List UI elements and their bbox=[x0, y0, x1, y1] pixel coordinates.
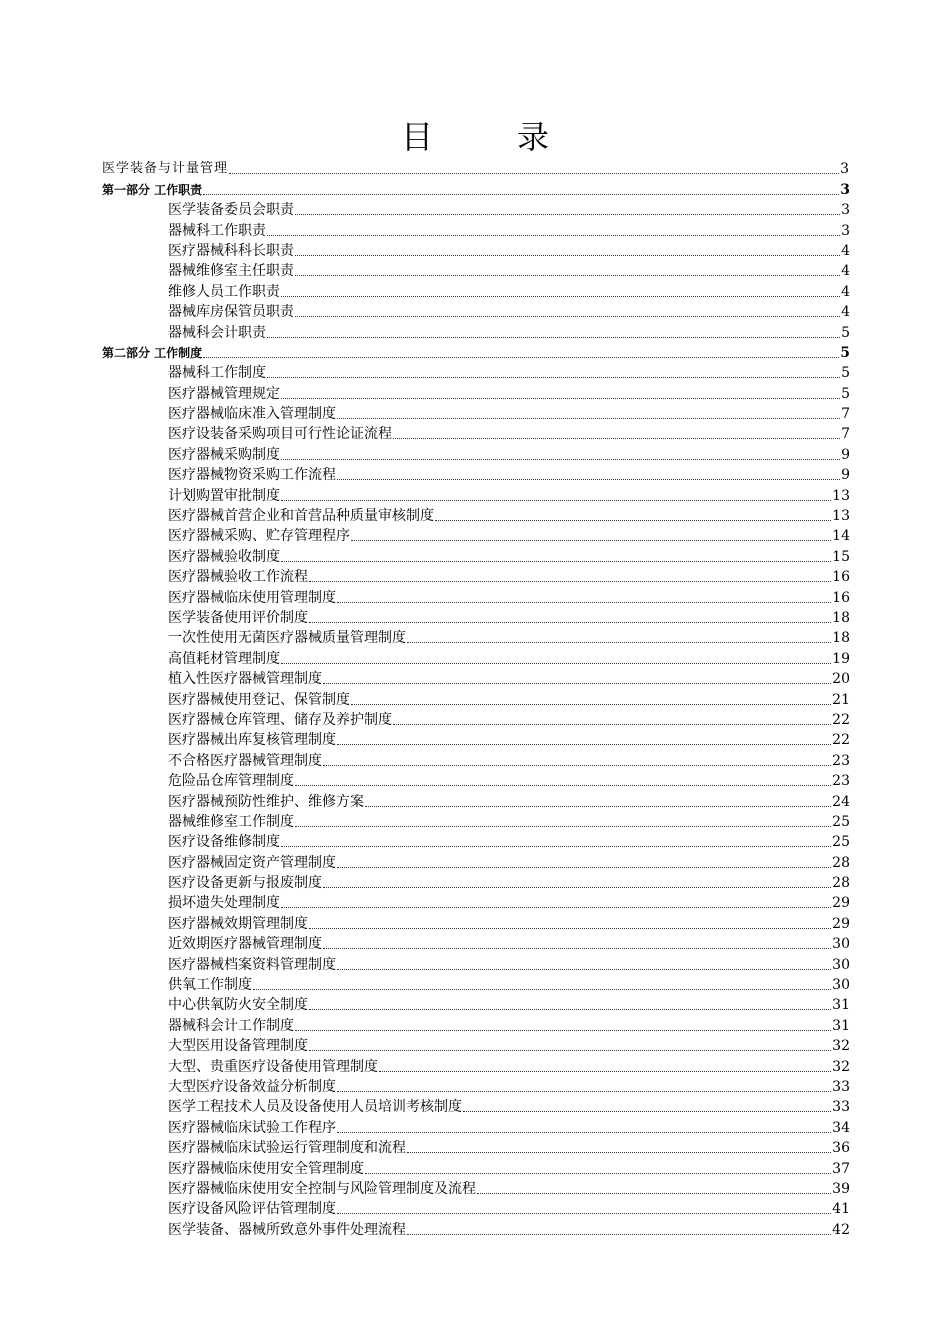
toc-entry-label: 医疗器械临床试验工作程序 bbox=[168, 1119, 336, 1136]
toc-entry[interactable] bbox=[102, 505, 850, 525]
toc-dot-leader bbox=[393, 437, 840, 439]
toc-entry-page-number: 4 bbox=[841, 242, 850, 259]
toc-dot-leader bbox=[203, 356, 839, 358]
toc-entry-label: 医疗器械采购、贮存管理程序 bbox=[168, 528, 350, 545]
toc-entry-label: 器械维修室工作制度 bbox=[168, 813, 294, 830]
toc-entry-page-number: 33 bbox=[832, 1078, 850, 1095]
toc-dot-leader bbox=[281, 845, 831, 847]
toc-entry-page-number: 14 bbox=[832, 528, 850, 545]
toc-entry[interactable] bbox=[102, 1198, 850, 1218]
toc-dot-leader bbox=[323, 764, 831, 766]
toc-entry[interactable] bbox=[102, 403, 850, 423]
toc-entry-label: 医学装备与计量管理 bbox=[102, 161, 229, 177]
toc-entry-label: 医疗器械临床使用管理制度 bbox=[168, 589, 336, 606]
toc-entry[interactable] bbox=[102, 586, 850, 606]
toc-entry-label: 大型、贵重医疗设备使用管理制度 bbox=[168, 1058, 378, 1075]
toc-entry-page-number: 28 bbox=[832, 875, 850, 892]
toc-dot-leader bbox=[267, 376, 840, 378]
toc-entry-page-number: 4 bbox=[841, 283, 850, 300]
toc-dot-leader bbox=[203, 193, 839, 195]
toc-entry-page-number: 30 bbox=[832, 977, 850, 994]
toc-dot-leader bbox=[463, 1110, 831, 1112]
toc-entry-label: 器械维修室主任职责 bbox=[168, 263, 294, 280]
toc-dot-leader bbox=[253, 988, 831, 990]
toc-dot-leader bbox=[337, 866, 831, 868]
toc-entry-page-number: 9 bbox=[841, 446, 850, 463]
toc-entry[interactable] bbox=[102, 811, 850, 831]
toc-entry[interactable] bbox=[102, 464, 850, 484]
toc-title-char-2: 录 bbox=[517, 118, 550, 156]
toc-entry[interactable] bbox=[102, 851, 850, 871]
toc-entry[interactable] bbox=[102, 627, 850, 647]
toc-entry-label: 一次性使用无菌医疗器械质量管理制度 bbox=[168, 630, 406, 647]
toc-entry-label: 医疗器械采购制度 bbox=[168, 446, 280, 463]
toc-entry-page-number: 5 bbox=[841, 385, 850, 402]
toc-entry-label: 计划购置审批制度 bbox=[168, 487, 280, 504]
toc-dot-leader bbox=[337, 1212, 831, 1214]
toc-entry-page-number: 3 bbox=[841, 222, 850, 239]
toc-dot-leader bbox=[337, 1131, 831, 1133]
toc-entry-label: 医疗器械临床试验运行管理制度和流程 bbox=[168, 1140, 406, 1157]
toc-entry-label: 医疗器械验收制度 bbox=[168, 548, 280, 565]
toc-entry-label: 器械科会计职责 bbox=[168, 324, 266, 341]
toc-entry-page-number: 22 bbox=[832, 711, 850, 728]
toc-entry-label: 医疗器械效期管理制度 bbox=[168, 915, 308, 932]
toc-dot-leader bbox=[281, 560, 831, 562]
toc-dot-leader bbox=[295, 213, 840, 215]
toc-entry-page-number: 20 bbox=[832, 671, 850, 688]
toc-entry[interactable] bbox=[102, 974, 850, 994]
toc-entry-label: 医疗器械预防性维护、维修方案 bbox=[168, 793, 364, 810]
toc-dot-leader bbox=[281, 662, 831, 664]
toc-entry-label: 第一部分 工作职责 bbox=[102, 182, 203, 197]
toc-entry-label: 医疗器械临床使用安全控制与风险管理制度及流程 bbox=[168, 1180, 476, 1197]
toc-entry-label: 危险品仓库管理制度 bbox=[168, 773, 294, 790]
toc-entry-label: 医疗器械固定资产管理制度 bbox=[168, 854, 336, 871]
toc-entry[interactable] bbox=[102, 484, 850, 504]
toc-dot-leader bbox=[295, 784, 831, 786]
toc-entry[interactable] bbox=[102, 647, 850, 667]
toc-dot-leader bbox=[267, 336, 840, 338]
toc-entry[interactable] bbox=[102, 219, 850, 239]
toc-entry-label: 医学装备使用评价制度 bbox=[168, 609, 308, 626]
toc-entry-label: 医疗器械管理规定 bbox=[168, 385, 280, 402]
toc-entry-page-number: 30 bbox=[832, 936, 850, 953]
toc-entry[interactable] bbox=[102, 668, 850, 688]
toc-title bbox=[0, 112, 950, 162]
toc-entry[interactable] bbox=[102, 607, 850, 627]
toc-entry-page-number: 3 bbox=[841, 202, 850, 219]
toc-entry-label: 医疗器械临床准入管理制度 bbox=[168, 406, 336, 423]
toc-entry-label: 近效期医疗器械管理制度 bbox=[168, 936, 322, 953]
toc-dot-leader bbox=[407, 1151, 831, 1153]
toc-entry[interactable] bbox=[102, 831, 850, 851]
toc-dot-leader bbox=[267, 234, 840, 236]
toc-entry[interactable] bbox=[102, 1178, 850, 1198]
toc-entry[interactable] bbox=[102, 1014, 850, 1034]
toc-dot-leader bbox=[281, 499, 831, 501]
toc-entry-page-number: 39 bbox=[832, 1180, 850, 1197]
toc-dot-leader bbox=[323, 682, 831, 684]
toc-entry[interactable] bbox=[102, 178, 850, 198]
toc-entry-label: 大型医疗设备效益分析制度 bbox=[168, 1078, 336, 1095]
toc-entry-page-number: 29 bbox=[832, 895, 850, 912]
toc-entry-page-number: 34 bbox=[832, 1119, 850, 1136]
toc-entry-page-number: 21 bbox=[832, 691, 850, 708]
toc-entry-page-number: 18 bbox=[832, 630, 850, 647]
toc-entry[interactable] bbox=[102, 872, 850, 892]
toc-entry-label: 医学装备、器械所致意外事件处理流程 bbox=[168, 1221, 406, 1238]
toc-entry-page-number: 13 bbox=[832, 508, 850, 525]
toc-entry-page-number: 23 bbox=[832, 773, 850, 790]
toc-entry[interactable] bbox=[102, 382, 850, 402]
toc-entry-page-number: 4 bbox=[841, 263, 850, 280]
toc-entry-label: 医疗器械验收工作流程 bbox=[168, 569, 308, 586]
toc-entry[interactable] bbox=[102, 933, 850, 953]
toc-entry-label: 器械库房保管员职责 bbox=[168, 304, 294, 321]
toc-dot-leader bbox=[295, 825, 831, 827]
toc-dot-leader bbox=[281, 295, 840, 297]
toc-entry-label: 供氧工作制度 bbox=[168, 977, 252, 994]
toc-entry[interactable] bbox=[102, 566, 850, 586]
table-of-contents bbox=[102, 158, 850, 1239]
toc-entry-page-number: 42 bbox=[832, 1221, 850, 1238]
toc-entry-label: 器械科工作职责 bbox=[168, 222, 266, 239]
toc-entry-label: 医疗器械使用登记、保管制度 bbox=[168, 691, 350, 708]
toc-entry[interactable] bbox=[102, 749, 850, 769]
toc-dot-leader bbox=[435, 519, 831, 521]
toc-entry-page-number: 18 bbox=[832, 609, 850, 626]
toc-entry[interactable] bbox=[102, 525, 850, 545]
toc-entry[interactable] bbox=[102, 994, 850, 1014]
toc-entry-page-number: 29 bbox=[832, 915, 850, 932]
toc-entry-label: 医疗器械首营企业和首营品种质量审核制度 bbox=[168, 508, 434, 525]
toc-entry-label: 中心供氧防火安全制度 bbox=[168, 997, 308, 1014]
toc-dot-leader bbox=[281, 906, 831, 908]
toc-entry-label: 医疗器械物资采购工作流程 bbox=[168, 467, 336, 484]
toc-entry-label: 器械科工作制度 bbox=[168, 365, 266, 382]
toc-dot-leader bbox=[295, 1029, 831, 1031]
toc-entry[interactable] bbox=[102, 199, 850, 219]
toc-entry-label: 植入性医疗器械管理制度 bbox=[168, 671, 322, 688]
toc-entry[interactable] bbox=[102, 240, 850, 260]
toc-entry-page-number: 41 bbox=[832, 1201, 850, 1218]
toc-dot-leader bbox=[337, 417, 840, 419]
toc-dot-leader bbox=[295, 254, 840, 256]
toc-entry-label: 第二部分 工作制度 bbox=[102, 345, 203, 360]
toc-entry[interactable] bbox=[102, 1137, 850, 1157]
toc-title-char-1: 目 bbox=[400, 118, 433, 156]
toc-dot-leader bbox=[365, 805, 831, 807]
toc-entry-page-number: 5 bbox=[841, 324, 850, 341]
toc-entry-page-number: 3 bbox=[840, 161, 850, 178]
toc-entry-page-number: 31 bbox=[832, 1017, 850, 1034]
toc-entry[interactable] bbox=[102, 709, 850, 729]
toc-entry-page-number: 30 bbox=[832, 956, 850, 973]
toc-entry[interactable] bbox=[102, 423, 850, 443]
toc-entry[interactable] bbox=[102, 1157, 850, 1177]
toc-entry-page-number: 16 bbox=[832, 589, 850, 606]
toc-entry[interactable] bbox=[102, 321, 850, 341]
toc-dot-leader bbox=[295, 315, 840, 317]
toc-entry[interactable] bbox=[102, 912, 850, 932]
toc-entry[interactable] bbox=[102, 1076, 850, 1096]
toc-entry-label: 医疗器械出库复核管理制度 bbox=[168, 732, 336, 749]
toc-entry-page-number: 33 bbox=[832, 1099, 850, 1116]
toc-entry-page-number: 37 bbox=[832, 1160, 850, 1177]
toc-dot-leader bbox=[337, 743, 831, 745]
toc-entry-page-number: 25 bbox=[832, 834, 850, 851]
toc-entry-label: 高值耗材管理制度 bbox=[168, 650, 280, 667]
toc-dot-leader bbox=[281, 458, 840, 460]
toc-entry-page-number: 19 bbox=[832, 650, 850, 667]
toc-entry-page-number: 7 bbox=[841, 426, 850, 443]
toc-dot-leader bbox=[337, 601, 831, 603]
toc-entry-label: 医疗器械仓库管理、储存及养护制度 bbox=[168, 711, 392, 728]
toc-dot-leader bbox=[309, 621, 831, 623]
toc-dot-leader bbox=[379, 1070, 831, 1072]
toc-entry[interactable] bbox=[102, 1218, 850, 1238]
toc-entry-page-number: 7 bbox=[841, 406, 850, 423]
toc-dot-leader bbox=[393, 723, 831, 725]
toc-entry-page-number: 5 bbox=[841, 365, 850, 382]
toc-entry[interactable] bbox=[102, 1096, 850, 1116]
toc-entry-page-number: 15 bbox=[832, 548, 850, 565]
toc-entry-label: 医疗器械科科长职责 bbox=[168, 242, 294, 259]
toc-entry-page-number: 31 bbox=[832, 997, 850, 1014]
toc-dot-leader bbox=[365, 1172, 831, 1174]
toc-dot-leader bbox=[351, 539, 831, 541]
toc-dot-leader bbox=[477, 1192, 831, 1194]
toc-entry-page-number: 22 bbox=[832, 732, 850, 749]
toc-entry-page-number: 32 bbox=[832, 1038, 850, 1055]
toc-entry[interactable] bbox=[102, 770, 850, 790]
toc-dot-leader bbox=[337, 478, 840, 480]
toc-entry[interactable] bbox=[102, 688, 850, 708]
toc-dot-leader bbox=[407, 641, 831, 643]
toc-dot-leader bbox=[337, 968, 831, 970]
toc-entry-label: 医学工程技术人员及设备使用人员培训考核制度 bbox=[168, 1099, 462, 1116]
toc-entry-page-number: 25 bbox=[832, 813, 850, 830]
toc-entry-label: 医疗器械临床使用安全管理制度 bbox=[168, 1160, 364, 1177]
toc-dot-leader bbox=[323, 947, 831, 949]
toc-entry[interactable] bbox=[102, 545, 850, 565]
toc-entry-label: 损坏遗失处理制度 bbox=[168, 895, 280, 912]
toc-entry[interactable] bbox=[102, 1035, 850, 1055]
toc-entry[interactable] bbox=[102, 280, 850, 300]
toc-entry-page-number: 9 bbox=[841, 467, 850, 484]
toc-entry-page-number: 32 bbox=[832, 1058, 850, 1075]
toc-entry-label: 维修人员工作职责 bbox=[168, 283, 280, 300]
toc-entry[interactable] bbox=[102, 729, 850, 749]
toc-entry-label: 医疗设装备采购项目可行性论证流程 bbox=[168, 426, 392, 443]
toc-entry[interactable] bbox=[102, 158, 850, 178]
toc-entry-page-number: 4 bbox=[841, 304, 850, 321]
toc-entry-label: 器械科会计工作制度 bbox=[168, 1017, 294, 1034]
toc-entry[interactable] bbox=[102, 953, 850, 973]
toc-entry[interactable] bbox=[102, 892, 850, 912]
toc-dot-leader bbox=[407, 1233, 831, 1235]
toc-entry[interactable] bbox=[102, 1116, 850, 1136]
toc-dot-leader bbox=[309, 580, 831, 582]
toc-dot-leader bbox=[351, 703, 831, 705]
toc-entry-label: 医疗设备更新与报废制度 bbox=[168, 875, 322, 892]
toc-dot-leader bbox=[295, 274, 840, 276]
toc-entry-page-number: 16 bbox=[832, 569, 850, 586]
toc-entry[interactable] bbox=[102, 342, 850, 362]
toc-entry-page-number: 5 bbox=[840, 344, 850, 361]
toc-entry[interactable] bbox=[102, 443, 850, 463]
toc-dot-leader bbox=[323, 886, 831, 888]
toc-entry-label: 不合格医疗器械管理制度 bbox=[168, 752, 322, 769]
toc-entry-label: 医学装备委员会职责 bbox=[168, 202, 294, 219]
toc-entry[interactable] bbox=[102, 1055, 850, 1075]
toc-entry-page-number: 28 bbox=[832, 854, 850, 871]
toc-entry-label: 医疗设备风险评估管理制度 bbox=[168, 1201, 336, 1218]
toc-dot-leader bbox=[229, 172, 839, 174]
toc-entry[interactable] bbox=[102, 790, 850, 810]
toc-entry-page-number: 23 bbox=[832, 752, 850, 769]
toc-entry[interactable] bbox=[102, 301, 850, 321]
toc-entry[interactable] bbox=[102, 260, 850, 280]
toc-dot-leader bbox=[337, 1090, 831, 1092]
toc-entry-label: 大型医用设备管理制度 bbox=[168, 1038, 308, 1055]
toc-dot-leader bbox=[309, 1049, 831, 1051]
toc-dot-leader bbox=[309, 1008, 831, 1010]
toc-entry[interactable] bbox=[102, 362, 850, 382]
toc-entry-page-number: 13 bbox=[832, 487, 850, 504]
toc-entry-label: 医疗设备维修制度 bbox=[168, 834, 280, 851]
toc-entry-page-number: 3 bbox=[840, 181, 850, 198]
toc-entry-page-number: 24 bbox=[832, 793, 850, 810]
toc-dot-leader bbox=[281, 397, 840, 399]
toc-entry-page-number: 36 bbox=[832, 1140, 850, 1157]
toc-entry-label: 医疗器械档案资料管理制度 bbox=[168, 956, 336, 973]
toc-dot-leader bbox=[309, 927, 831, 929]
